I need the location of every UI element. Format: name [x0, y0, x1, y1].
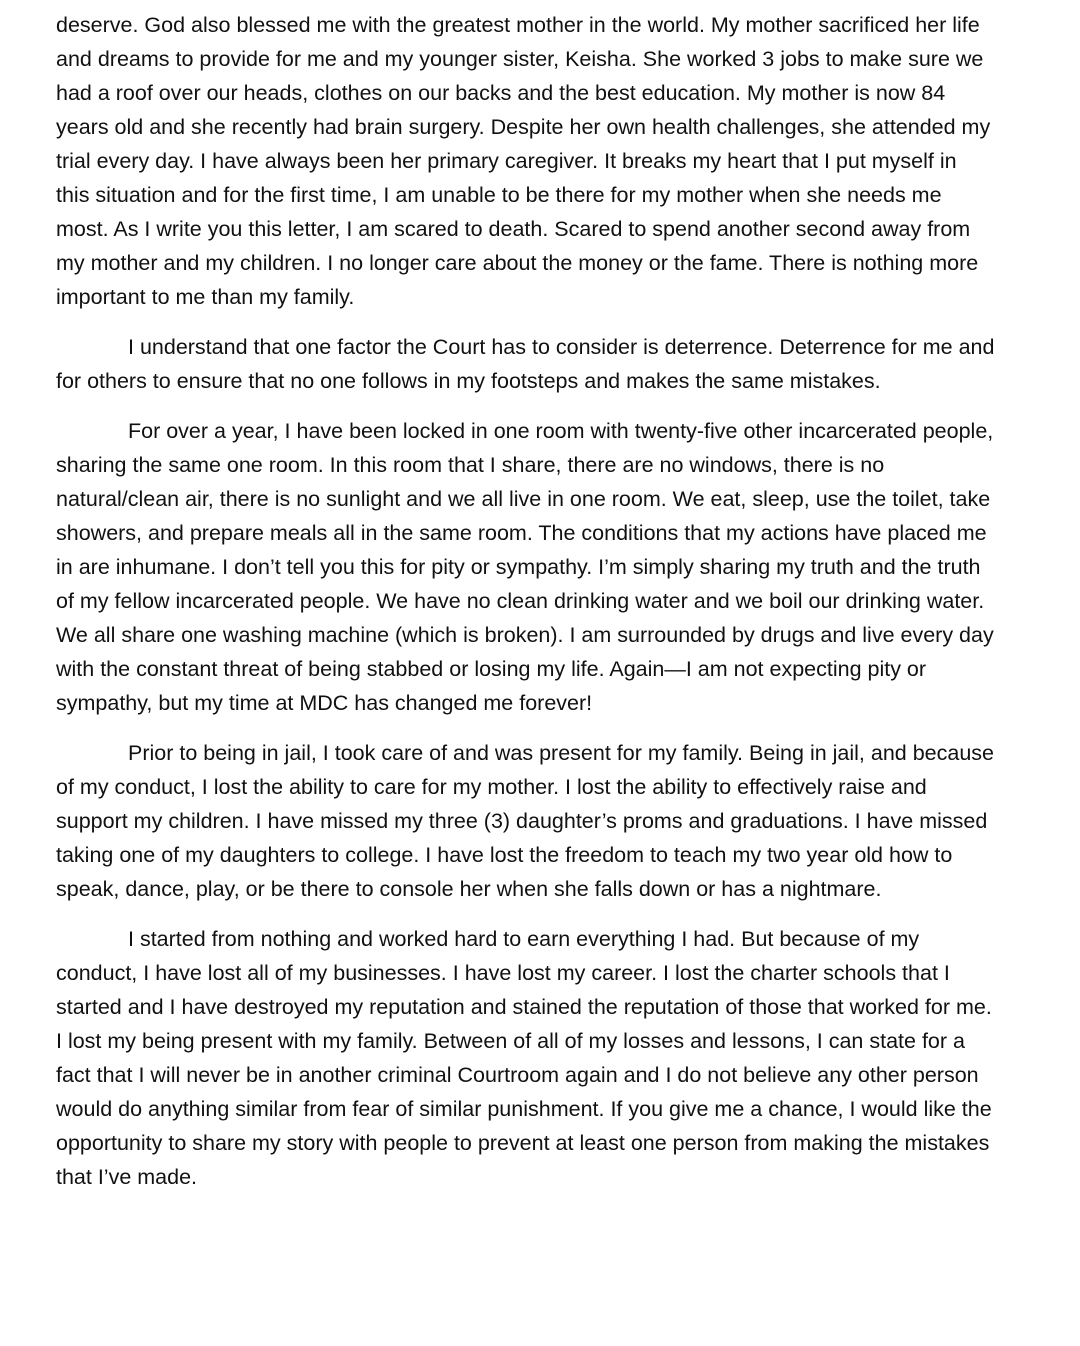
paragraph-conditions: For over a year, I have been locked in one room with twenty-five other incarcerated people, sharing the same one room. In this room that I share, there are no windows, there is no natural/clean air, there is no sunlight and we all live in one room. We eat, sleep, use the toilet, take showers, and prepare meals all in the same room. The conditions that my actions have placed me in are inhumane. I don’t tell you this for pity or sympathy. I’m simply sharing my truth and the truth of my fellow incarcerated people. We have no clean drinking water and we boil our drinking water. We all share one washing machine (which is broken). I am surrounded by drugs and live every day with the constant threat of being stabbed or losing my life. Again—I am not expecting pity or sympathy, but my time at MDC has changed me forever! [56, 419, 994, 715]
paragraph-mother: deserve. God also blessed me with the greatest mother in the world. My mother sacrificed her life and dreams to provide for me and my younger sister, Keisha. She worked 3 jobs to make sure we had a roof over our heads, clothes on our backs and the best education. My mother is now 84 years old and she recently had brain surgery. Despite her own health challenges, she attended my trial every day. I have always been her primary caregiver. It breaks my heart that I put myself in this situation and for the first time, I am unable to be there for my mother when she needs me most. As I write you this letter, I am scared to death. Scared to spend another second away from my mother and my children. I no longer care about the money or the fame. There is nothing more important to me than my family. [56, 13, 991, 309]
paragraph-deterrence: I understand that one factor the Court has to consider is deterrence. Deterrence for me and for others to ensure that no one follows in my footsteps and makes the same mistakes. [56, 335, 995, 393]
paragraph-losses: I started from nothing and worked hard to earn everything I had. But because of my conduct, I have lost all of my businesses. I have lost my career. I lost the charter schools that I started and I have destroyed my reputation and stained the reputation of those that worked for me. I lost my being present with my family. Between of all of my losses and lessons, I can state for a fact that I will never be in another criminal Courtroom again and I do not believe any other person would do anything similar from fear of similar punishment. If you give me a chance, I would like the opportunity to share my story with people to prevent at least one person from making the mistakes that I’ve made. [56, 927, 992, 1189]
paragraph-family: Prior to being in jail, I took care of and was present for my family. Being in jail, and because of my conduct, I lost the ability to care for my mother. I lost the ability to effectively raise and support my children. I have missed my three (3) daughter’s proms and graduations. I have missed taking one of my daughters to college. I have lost the freedom to teach my two year old how to speak, dance, play, or be there to console her when she falls down or has a nightmare. [56, 741, 995, 901]
letter-page [56, 8, 996, 1210]
